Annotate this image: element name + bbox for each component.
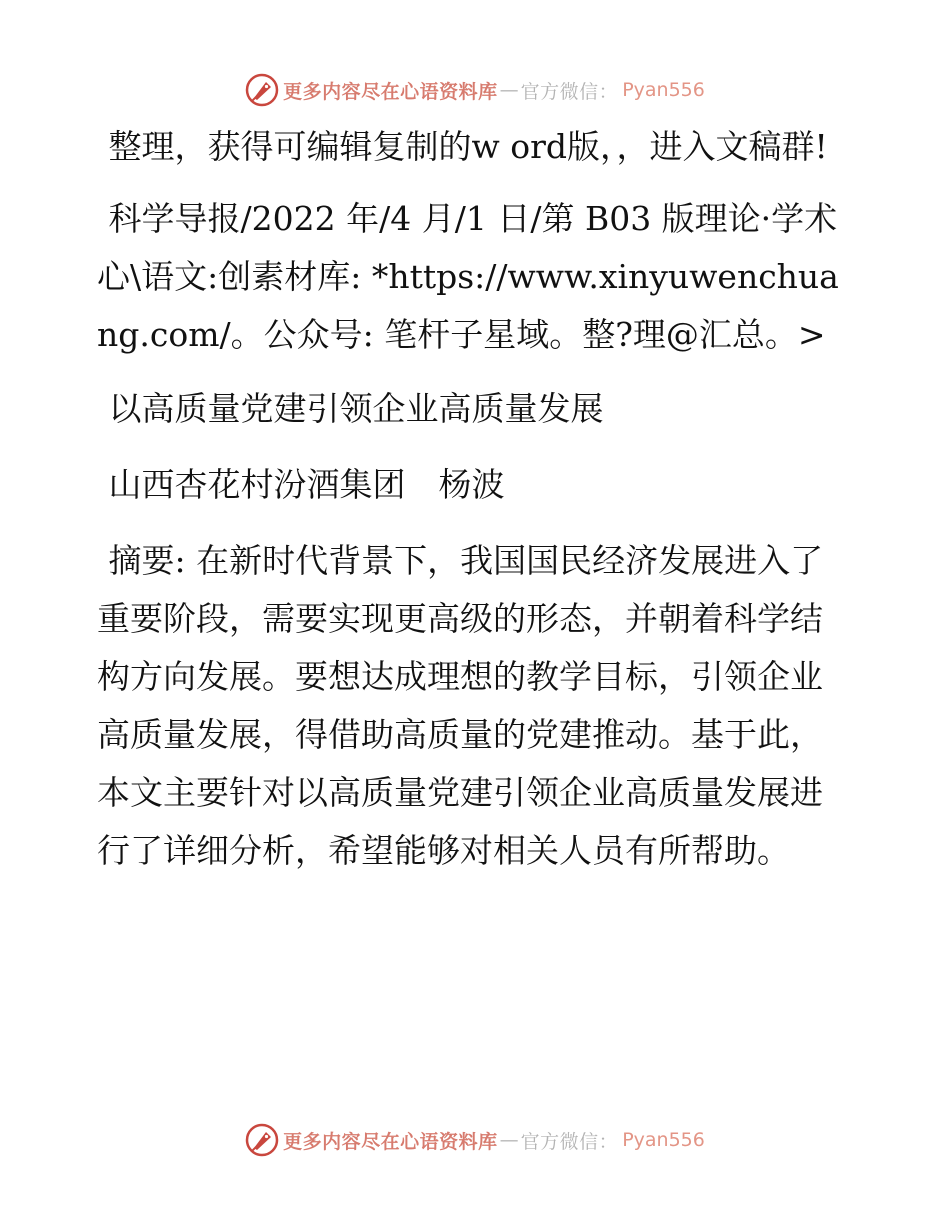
pen-nib-logo-icon [245,1123,279,1157]
header-watermark [0,70,950,110]
document-body [97,118,849,894]
banner-wechat-handle: Pyan556 [622,79,705,101]
pen-nib-logo-icon [245,73,279,107]
footer-watermark [0,1120,950,1160]
article-abstract: 摘要: 在新时代背景下，我国国民经济发展进入了重要阶段，需要实现更高级的形态，并朝着科学结构方向发展。要想达成理想的教学目标，引领企业高质量发展，得借助高质量的党建推动。基于此，本文主要针对以高质量党建引领企业高质量发展进行了详细分析，希望能够对相关人员有所帮助。 [97,541,824,870]
banner-dash: — [499,1129,519,1151]
banner-slogan: 更多内容尽在心语资料库 [283,1130,498,1153]
banner-wechat-handle: Pyan556 [622,1129,705,1151]
intro-notice: 整理，获得可编辑复制的w ord版，，进入文稿群! [108,127,828,166]
banner-wechat-label: 官方微信： [520,1130,619,1153]
banner-slogan: 更多内容尽在心语资料库 [283,80,498,103]
article-author: 山西杏花村汾酒集团 杨波 [108,465,505,504]
article-title: 以高质量党建引领企业高质量发展 [108,389,604,428]
banner-wechat-label: 官方微信： [520,80,619,103]
source-line: 科学导报/2022 年/4 月/1 日/第 B03 版理论·学术心\语文:创素材库: *https://www.xinyuwenchuang.com/。公众号: 笔杆子星域。整?理@汇总。> [97,199,839,354]
banner-dash: — [499,79,519,101]
